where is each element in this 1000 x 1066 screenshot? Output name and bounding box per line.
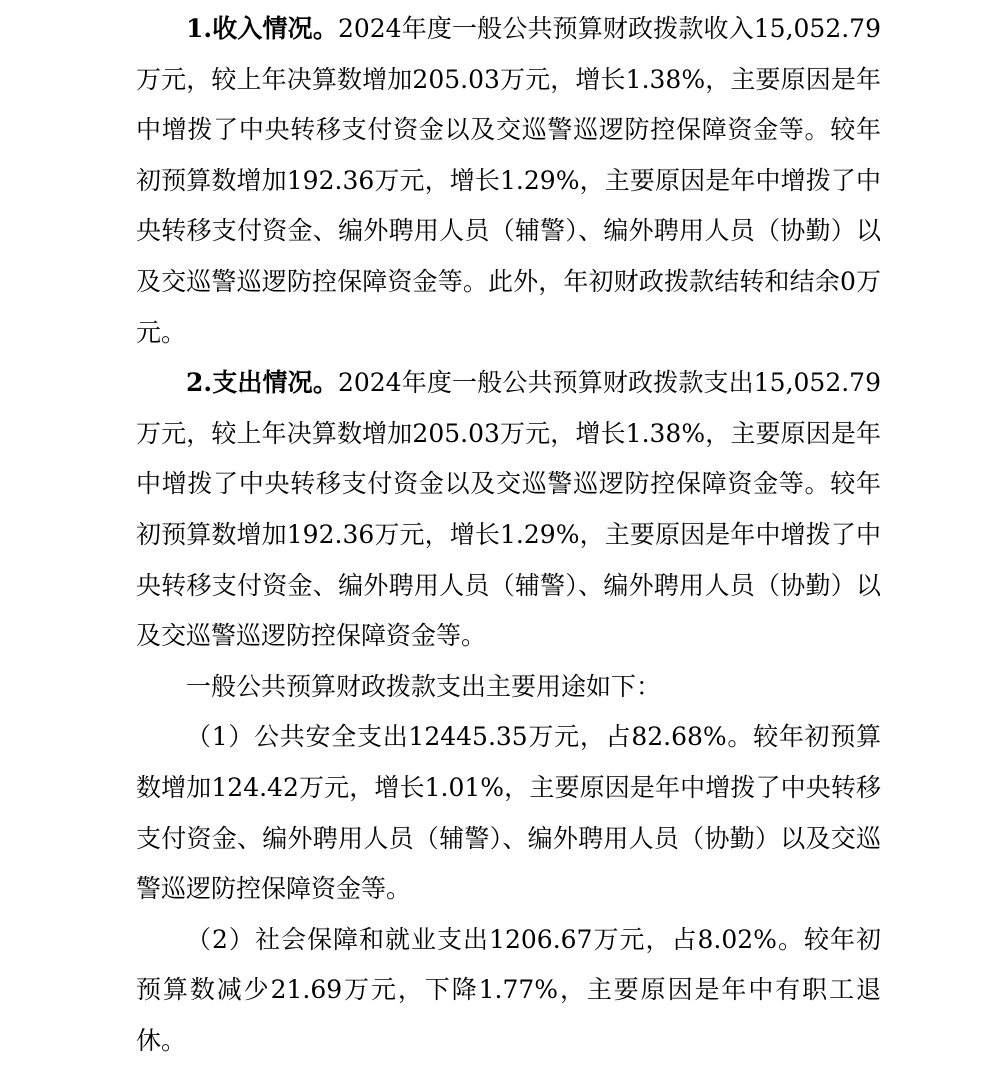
public-security-paragraph: （1）公共安全支出12445.35万元，占82.68%。较年初预算数增加124.42万元，增长1.01%，主要原因是年中增拨了中央转移支付资金、编外聘用人员（辅警）、编外聘用人员（协勤）以及交巡警巡逻防控保障资金等。 bbox=[136, 722, 881, 904]
income-paragraph bbox=[136, 4, 881, 358]
uses-intro-paragraph: 一般公共预算财政拨款支出主要用途如下： bbox=[186, 671, 662, 701]
income-text: 2024年度一般公共预算财政拨款收入15,052.79万元，较上年决算数增加205.03万元，增长1.38%，主要原因是年中增拨了中央转移支付资金以及交巡警巡逻防控保障资金等。较年初预算数增加192.36万元，增长1.29%，主要原因是年中增拨了中央转移支付资金、编外聘用人员（辅警）、编外聘用人员（协勤）以及交巡警巡逻防控保障资金等。此外，年初财政拨款结转和结余0万元。 bbox=[136, 14, 881, 347]
expenditure-heading: 2.支出情况。 bbox=[186, 368, 338, 398]
social-security-paragraph: （2）社会保障和就业支出1206.67万元，占8.02%。较年初预算数减少21.69万元，下降1.77%，主要原因是年中有职工退休。 bbox=[136, 924, 881, 1055]
income-heading: 1.收入情况。 bbox=[186, 14, 338, 43]
expenditure-paragraph bbox=[136, 358, 881, 662]
expenditure-text: 2024年度一般公共预算财政拨款支出15,052.79万元，较上年决算数增加205.03万元，增长1.38%，主要原因是年中增拨了中央转移支付资金以及交巡警巡逻防控保障资金等。较年初预算数增加192.36万元，增长1.29%，主要原因是年中增拨了中央转移支付资金、编外聘用人员（辅警）、编外聘用人员（协勤）以及交巡警巡逻防控保障资金等。 bbox=[136, 368, 881, 651]
document-body bbox=[136, 4, 881, 1066]
